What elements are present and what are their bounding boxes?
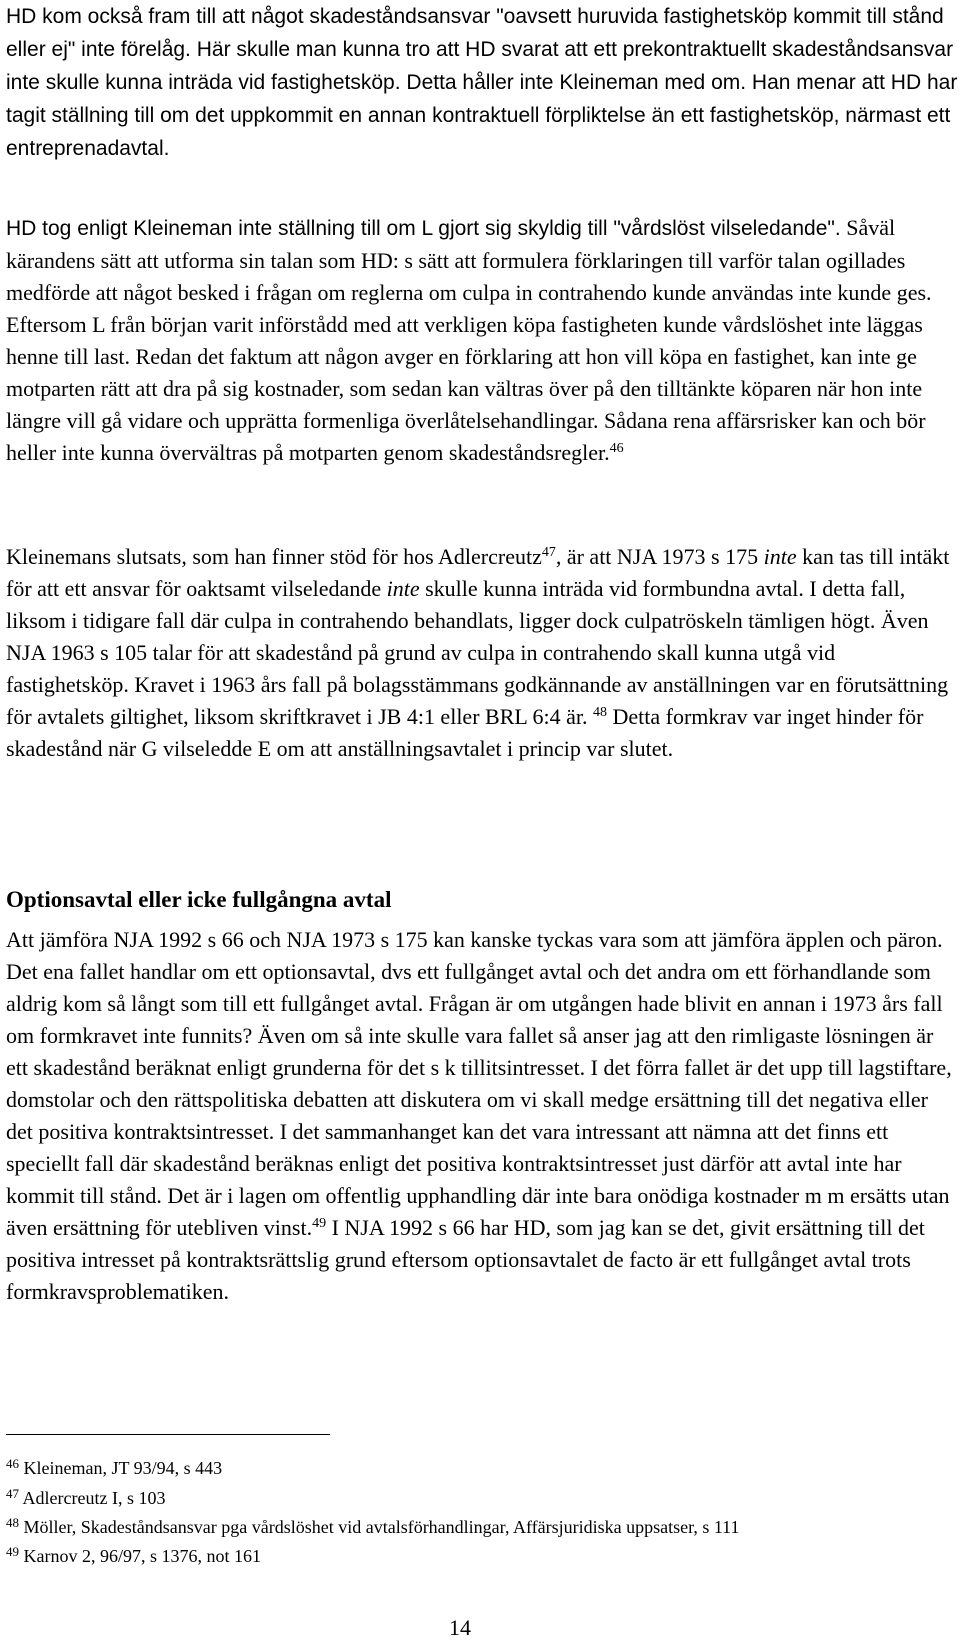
footnote-divider [6,1434,330,1435]
paragraph-3 [6,541,958,765]
paragraph-2 [6,212,958,469]
paragraph-1-text: HD kom också fram till att något skadeståndsansvar "oavsett huruvida fastighetsköp kommit till stånd eller ej" inte förelåg. Här skulle man kunna tro att HD svarat att ett prekontraktuellt skadeståndsansvar inte skulle kunna inträda vid fastighetsköp. Detta håller inte Kleineman med om. Han menar att HD har tagit ställning till om det uppkommit en annan kontraktuell förpliktelse än ett fastighetsköp, närmast ett entreprenadavtal. [6,5,958,160]
paragraph-3-text-1: Kleinemans slutsats, som han finner stöd för hos Adlercreutz [6,544,542,569]
footnote-46 [6,1455,956,1481]
footnote-ref-47: 47 [541,545,556,560]
paragraph-4-text-2: I NJA 1992 s 66 har HD, som jag kan se det, givit ersättning till det positiva intresset på kontraktsrättslig grund eftersom optionsavtalet de facto är ett fullgånget avtal trots formkravsproblematiken. [6,1215,925,1304]
footnote-number: 48 [6,1515,19,1530]
section-heading: Optionsavtal eller icke fullgångna avtal [6,887,392,912]
footnote-49 [6,1543,956,1569]
footnote-number: 47 [6,1486,19,1501]
footnote-48 [6,1514,956,1540]
paragraph-4-text-1: Att jämföra NJA 1992 s 66 och NJA 1973 s 175 kan kanske tyckas vara som att jämföra äpplen och päron. Det ena fallet handlar om ett optionsavtal, dvs ett fullgånget avtal och det andra om ett förhandlande som aldrig kom så långt som till ett fullgånget avtal. Frågan är om utgången hade blivit en annan i 1973 års fall om formkravet inte funnits? Även om så inte skulle vara fallet så anser jag att den rimligaste lösningen är ett skadestånd beräknat enligt grunderna för det s k tillitsintresset. I det förra fallet är det upp till lagstiftare, domstolar och den rättspolitiska debatten att diskutera om vi skall medge ersättning till det negativa eller det positiva kontraktsintresset. I det sammanhanget kan det vara intressant att nämna att det finns ett speciellt fall där skadestånd beräknas enligt det positiva kontraktsintresset just därför att avtal inte har kommit till stånd. Det är i lagen om offentlig upphandling där inte bara onödiga kostnader m m ersätts utan även ersättning för utebliven vinst. [6,927,952,1240]
footnote-47 [6,1485,956,1511]
footnote-text: Kleineman, JT 93/94, s 443 [19,1458,223,1478]
footnote-ref-48: 48 [592,705,607,720]
footnote-number: 46 [6,1456,19,1471]
paragraph-3-text-5: Detta formkrav var inget hinder för skadestånd när G vilseledde E om att anställningsavtalet i princip var slutet. [6,704,924,761]
page-number: 14 [449,1615,471,1640]
footnote-number: 49 [6,1544,19,1559]
paragraph-2-serif-text: Såväl kärandens sätt att utforma sin talan som HD: s sätt att formulera förklaringen till varför talan ogillades medförde att något besked i frågan om reglerna om culpa in contrahendo kunde användas inte kunde ges. Eftersom L från början varit införstådd med att verkligen köpa fastigheten kunde vårdslöshet inte läggas henne till last. Redan det faktum att någon avger en förklaring att hon vill köpa en fastighet, kan inte ge motparten rätt att dra på sig kostnader, som sedan kan vältras över på den tilltänkte köparen när hon inte längre vill gå vidare och upprätta formenliga överlåtelsehandlingar. Sådana rena affärsrisker kan och bör heller inte kunna övervältras på motparten genom skadeståndsregler. [6,215,932,465]
footnote-text: Adlercreutz I, s 103 [19,1488,166,1508]
paragraph-3-text-2: , är att NJA 1973 s 175 [555,544,764,569]
paragraph-3-text-4: skulle kunna inträda vid formbundna avtal. I detta fall, liksom i tidigare fall där culpa in contrahendo behandlats, ligger dock culpatröskeln tämligen högt. Även NJA 1963 s 105 talar för att skadestånd på grund av culpa in contrahendo skall kunna utgå vid fastighetsköp. Kravet i 1963 års fall på bolagsstämmans godkännande av anställningen var en förutsättning för avtalets giltighet, liksom skriftkravet i JB 4:1 eller BRL 6:4 är. [6,576,949,729]
footnote-ref-46: 46 [609,441,624,456]
paragraph-3-emphasis-1: inte [763,544,797,569]
paragraph-3-text-3: kan tas till intäkt för att ett ansvar för oaktsamt vilseledande [6,544,950,601]
footnote-text: Karnov 2, 96/97, s 1376, not 161 [19,1546,261,1566]
paragraph-4 [6,924,958,1308]
footnote-ref-49: 49 [312,1216,327,1231]
paragraph-2-sans-text: HD tog enligt Kleineman inte ställning till om L gjort sig skyldig till "vårdslöst vilseledande". [6,217,841,240]
paragraph-1 [6,0,958,165]
footnote-text: Möller, Skadeståndsansvar pga vårdslöshet vid avtalsförhandlingar, Affärsjuridiska uppsatser, s 111 [19,1517,740,1537]
paragraph-3-emphasis-2: inte [386,576,420,601]
